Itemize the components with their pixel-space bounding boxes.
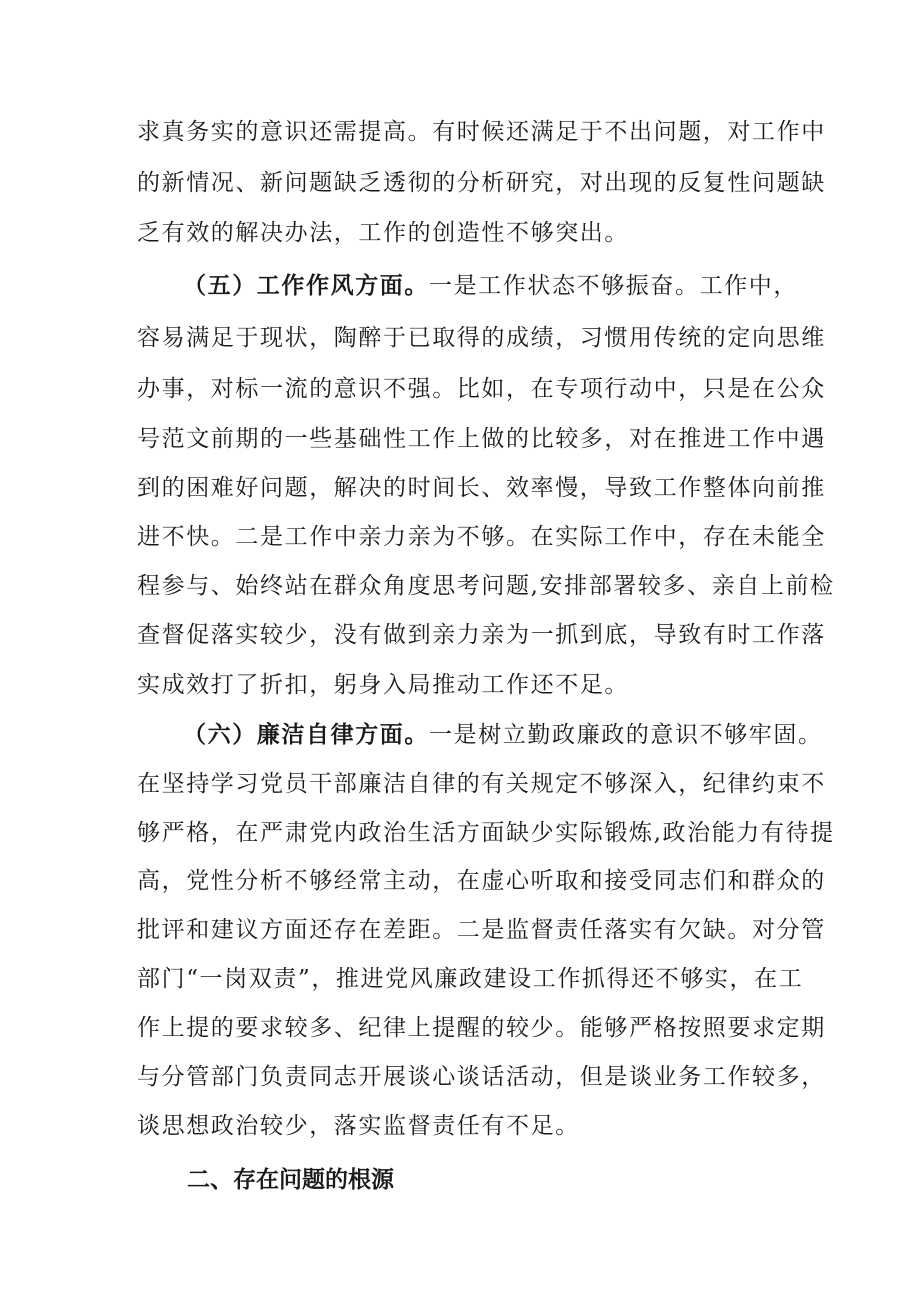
text-line: 实成效打了折扣，躬身入局推动工作还不足。: [137, 672, 629, 698]
section5-heading: （五）工作作风方面。: [183, 272, 429, 299]
section5-first-line-text: 一是工作状态不够振奋。工作中，: [429, 273, 798, 299]
section5-first-line: [183, 271, 920, 301]
section-heading: 二、存在问题的根源: [187, 1167, 394, 1193]
text-line: 求真务实的意识还需提高。有时候还满足于不出问题，对工作中: [137, 119, 826, 145]
text-line: 的新情况、新问题缺乏透彻的分析研究，对出现的反复性问题缺: [137, 170, 826, 196]
text-line: 乏有效的解决办法，工作的创造性不够突出。: [137, 220, 629, 246]
text-line: 程参与、始终站在群众角度思考问题,安排部署较多、亲自上前检: [137, 573, 835, 599]
text-line: 办事，对标一流的意识不强。比如，在专项行动中，只是在公众: [137, 376, 826, 402]
text-line: 高，党性分析不够经常主动，在虚心听取和接受同志们和群众的: [137, 868, 826, 894]
text-line: 容易满足于现状，陶醉于已取得的成绩，习惯用传统的定向思维: [137, 325, 826, 351]
section6-first-line: [183, 720, 920, 750]
text-line: 谈思想政治较少，落实监督责任有不足。: [137, 1113, 580, 1139]
section6-heading: （六）廉洁自律方面。: [183, 721, 429, 748]
text-line: 够严格，在严肃党内政治生活方面缺少实际锻炼,政治能力有待提: [137, 820, 835, 846]
text-line: 作上提的要求较多、纪律上提醒的较少。能够严格按照要求定期: [137, 1015, 826, 1041]
text-line: 查督促落实较少，没有做到亲力亲为一抓到底，导致有时工作落: [137, 622, 826, 648]
text-line: 在坚持学习党员干部廉洁自律的有关规定不够深入，纪律约束不: [137, 771, 826, 797]
text-line: 与分管部门负责同志开展谈心谈话活动，但是谈业务工作较多，: [137, 1064, 826, 1090]
text-line: 批评和建议方面还存在差距。二是监督责任落实有欠缺。对分管: [137, 917, 826, 943]
text-line: 进不快。二是工作中亲力亲为不够。在实际工作中，存在未能全: [137, 524, 826, 550]
text-line: 号范文前期的一些基础性工作上做的比较多，对在推进工作中遇: [137, 426, 826, 452]
section6-first-line-text: 一是树立勤政廉政的意识不够牢固。: [429, 722, 823, 748]
text-line: 到的困难好问题，解决的时间长、效率慢，导致工作整体向前推: [137, 475, 826, 501]
text-line: 部门“一岗双责”，推进党风廉政建设工作抓得还不够实，在工: [137, 966, 804, 992]
